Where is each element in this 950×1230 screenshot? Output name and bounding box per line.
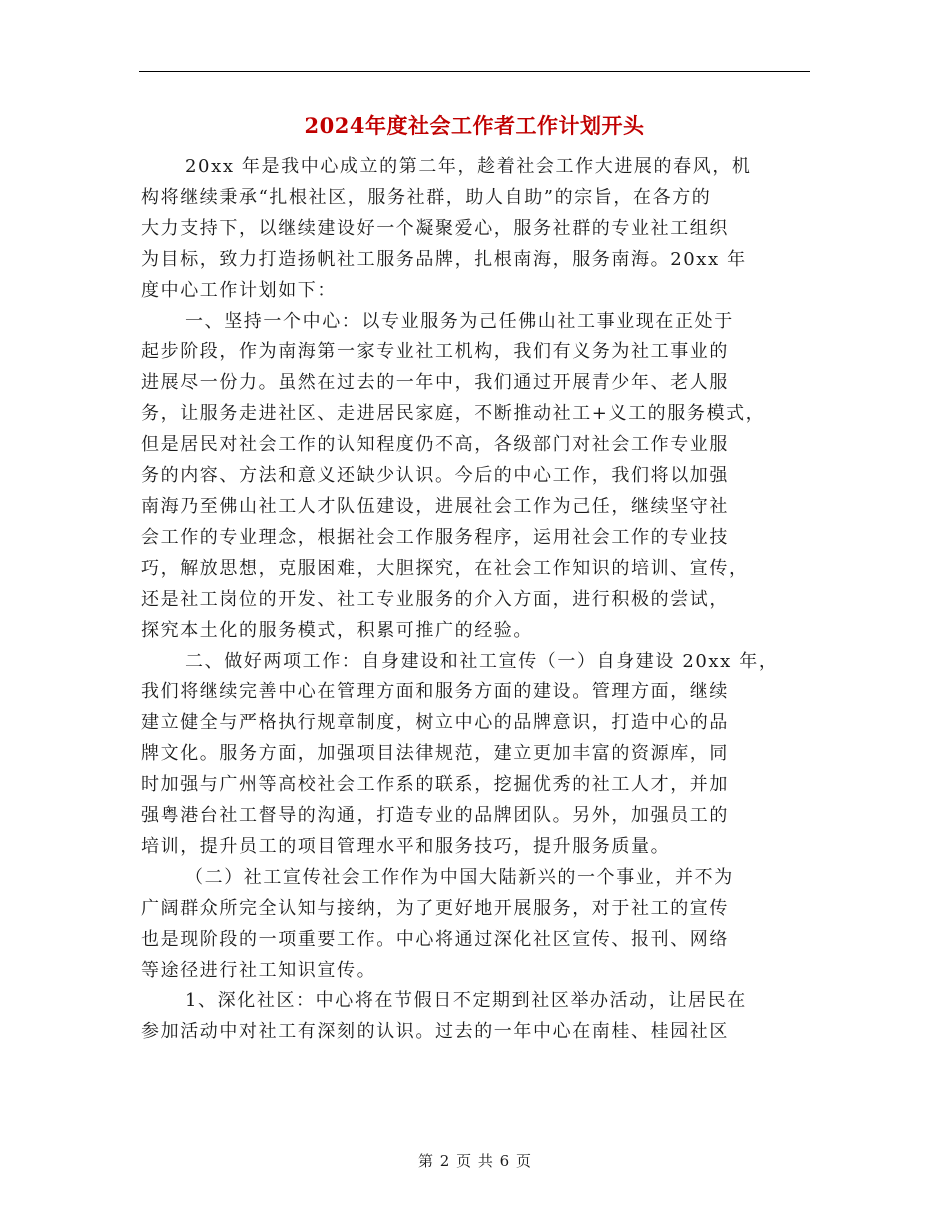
text-line: 进展尽一份力。虽然在过去的一年中，我们通过开展青少年、老人服 [141,372,729,394]
text-line: 构将继续秉承“扎根社区，服务社群，助人自助”的宗旨，在各方的 [141,186,712,208]
text-line: 时加强与广州等高校社会工作系的联系，挖掘优秀的社工人才，并加 [141,774,729,796]
text-line: 南海乃至佛山社工人才队伍建设，进展社会工作为己任，继续坚守社 [141,495,729,517]
text-line: 务的内容、方法和意义还缺少认识。今后的中心工作，我们将以加强 [141,465,729,487]
text-line: 大力支持下，以继续建设好一个凝聚爱心，服务社群的专业社工组织 [141,217,729,239]
text-line: 也是现阶段的一项重要工作。中心将通过深化社区宣传、报刊、网络 [141,928,729,950]
header-rule [139,71,810,72]
text-line: 会工作的专业理念，根据社会工作服务程序，运用社会工作的专业技 [141,526,729,548]
text-line: 探究本土化的服务模式，积累可推广的经验。 [141,619,533,641]
text-line: 起步阶段，作为南海第一家专业社工机构，我们有义务为社工事业的 [141,341,729,363]
text-line: 20xx 年是我中心成立的第二年，趁着社会工作大进展的春风，机 [185,156,752,177]
paragraph [141,647,812,863]
text-line: 建立健全与严格执行规章制度，树立中心的品牌意识，打造中心的品 [141,712,729,734]
document-body [141,152,812,1048]
text-line: 巧，解放思想，克服困难，大胆探究，在社会工作知识的培训、宣传， [141,557,749,579]
text-line: 参加活动中对社工有深刻的认识。过去的一年中心在南桂、桂园社区 [141,1021,729,1043]
paragraph [141,307,812,647]
text-line: 二、做好两项工作：自身建设和社工宣传（一）自身建设 20xx 年， [185,650,779,672]
paragraph [141,863,812,987]
text-line: （二）社工宣传社会工作作为中国大陆新兴的一个事业，并不为 [185,866,734,888]
text-line: 我们将继续完善中心在管理方面和服务方面的建设。管理方面，继续 [141,681,729,703]
text-line: 但是居民对社会工作的认知程度仍不高，各级部门对社会工作专业服 [141,434,729,456]
paragraph [141,986,812,1048]
text-line: 1、深化社区：中心将在节假日不定期到社区举办活动，让居民在 [185,990,747,1012]
text-line: 为目标，致力打造扬帆社工服务品牌，扎根南海，服务南海。20xx 年 [141,248,747,270]
text-line: 还是社工岗位的开发、社工专业服务的介入方面，进行积极的尝试， [141,588,729,610]
text-line: 务，让服务走进社区、走进居民家庭，不断推动社工+义工的服务模式， [141,403,766,425]
text-line: 等途径进行社工知识宣传。 [141,959,377,981]
text-line: 培训，提升员工的项目管理水平和服务技巧，提升服务质量。 [141,835,671,857]
text-line: 一、坚持一个中心：以专业服务为己任佛山社工事业现在正处于 [185,310,734,332]
text-line: 牌文化。服务方面，加强项目法律规范，建立更加丰富的资源库，同 [141,743,729,765]
text-line: 广阔群众所完全认知与接纳，为了更好地开展服务，对于社工的宣传 [141,897,729,919]
paragraph [141,152,812,307]
text-line: 度中心工作计划如下： [141,279,337,301]
text-line: 强粤港台社工督导的沟通，打造专业的品牌团队。另外，加强员工的 [141,805,729,827]
page-number: 第 2 页 共 6 页 [418,1152,532,1170]
document-title: 2024年度社会工作者工作计划开头 [304,113,645,138]
